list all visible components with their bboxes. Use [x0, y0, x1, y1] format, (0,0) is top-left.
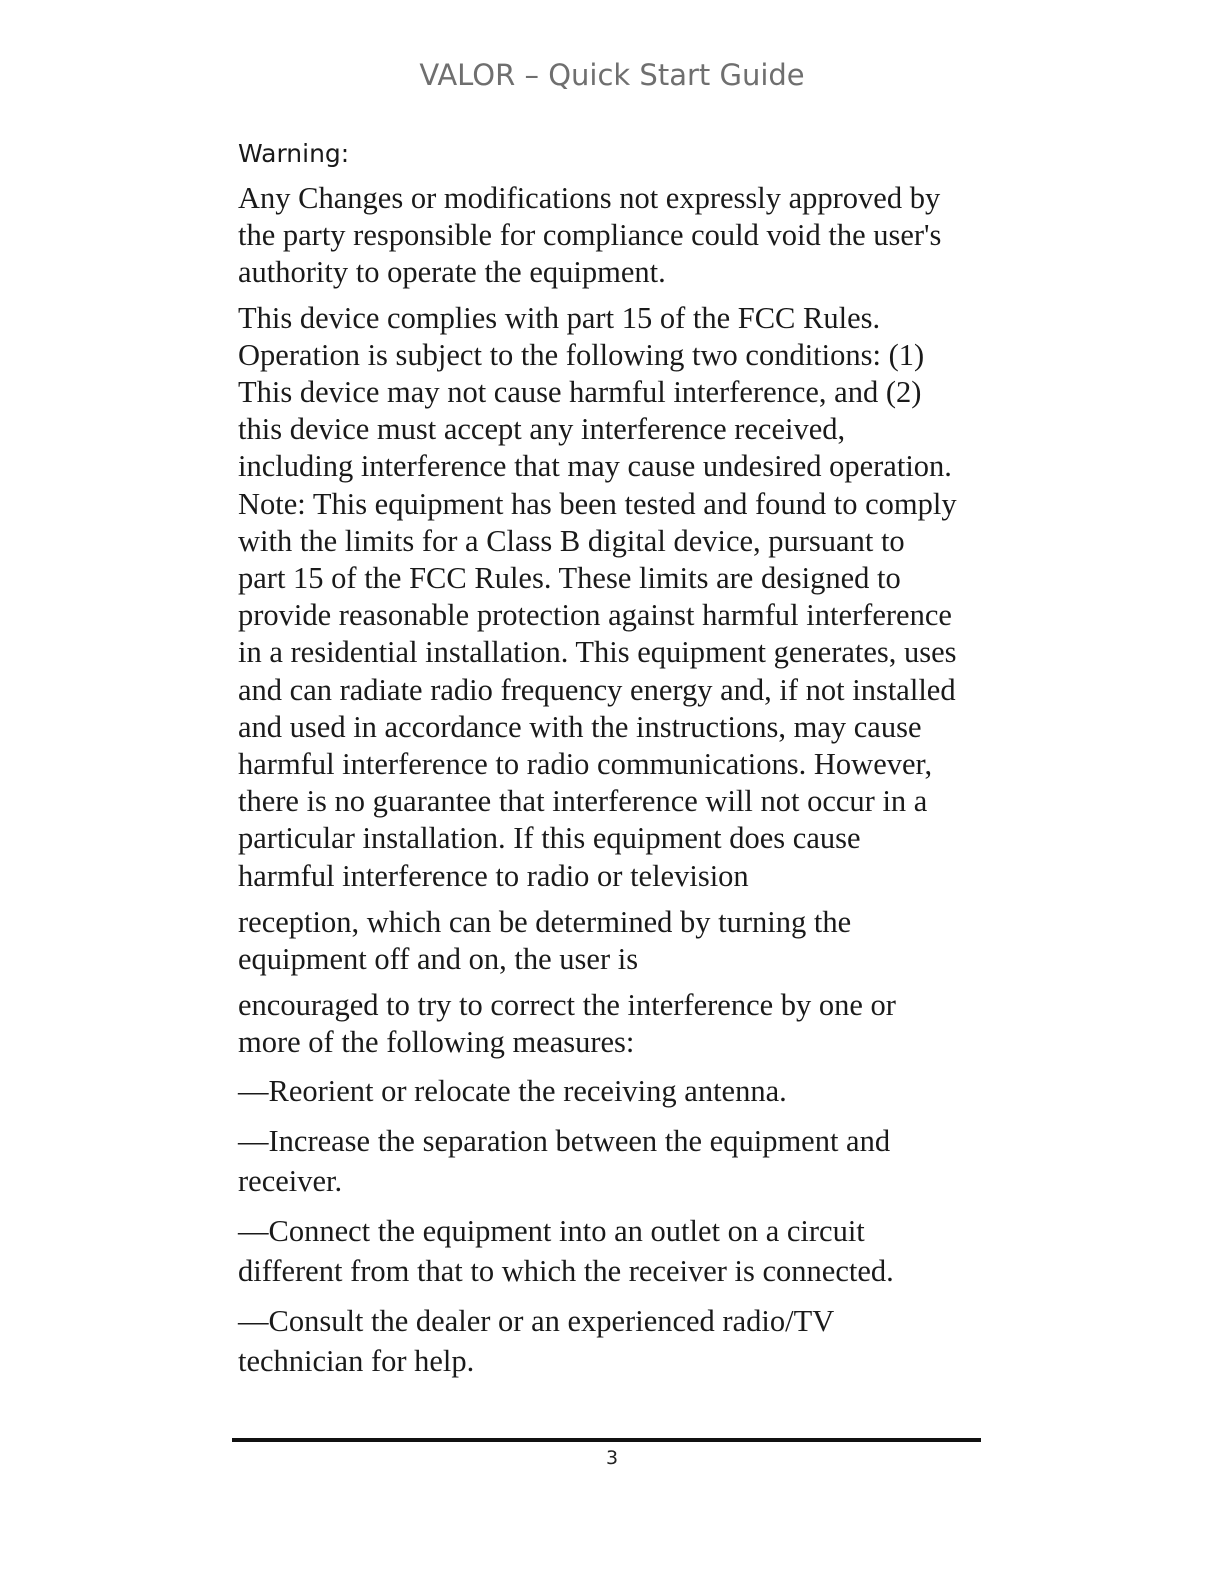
page-number: 3: [605, 1447, 619, 1469]
page-header-title: VALOR – Quick Start Guide: [419, 58, 805, 92]
paragraph-fcc-compliance: This device complies with part 15 of the FCC Rules. Operation is subject to the following two conditions: (1) This device may not cause harmful interference, and (2) this device must accept any interference received, including interference that may cause undesired operation. Note: This equipment has been tested and found to comply with the limits for a Class B digital device, pursuant to part 15 of the FCC Rules. These limits are designed to provide reasonable protection against harmful interference in a residential installation. This equipment generates, uses and can radiate radio frequency energy and, if not installed and used in accordance with the instructions, may cause harmful interference to radio communications. However, there is no guarantee that interference will not occur in a particular installation. If this equipment does cause harmful interference to radio or television: [238, 300, 957, 893]
footer-divider: [232, 1438, 981, 1442]
paragraph-reception: reception, which can be determined by turning the equipment off and on, the user is: [238, 904, 852, 977]
paragraph-encouraged: encouraged to try to correct the interference by one or more of the following measures:: [238, 988, 896, 1060]
document-body: [238, 138, 1018, 1391]
measure-item: —Consult the dealer or an experienced radio/TV technician for help.: [238, 1303, 835, 1378]
measure-item: —Increase the separation between the equipment and receiver.: [238, 1123, 891, 1198]
measure-item: —Reorient or relocate the receiving antenna.: [238, 1073, 787, 1108]
measure-item: —Connect the equipment into an outlet on a circuit different from that to which the receiver is connected.: [238, 1213, 894, 1288]
warning-label: Warning:: [238, 139, 350, 168]
paragraph-modifications: Any Changes or modifications not expressly approved by the party responsible for compliance could void the user's authority to operate the equipment.: [238, 181, 942, 290]
